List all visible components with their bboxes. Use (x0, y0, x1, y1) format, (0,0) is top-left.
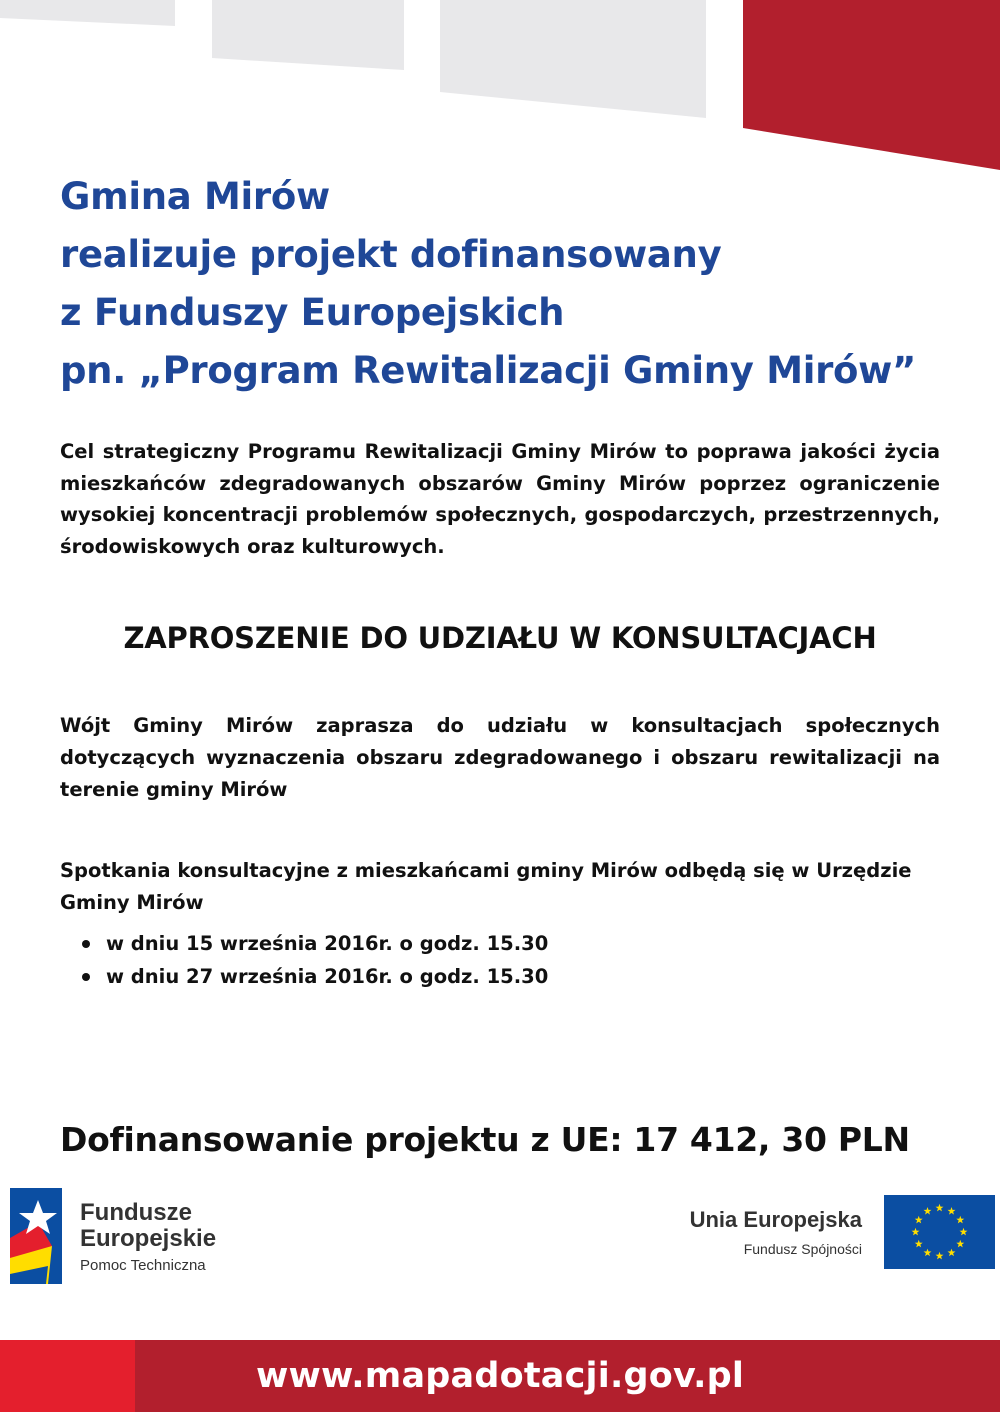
intro-paragraph: Cel strategiczny Programu Rewitalizacji Gminy Mirów to poprawa jakości życia mieszkańców zdegradowanych obszarów Gminy Mirów poprzez ograniczenie wysokiej koncentracji problemów społecznych, gospodarczych, przestrzennych, środowiskowych oraz kulturowych. (60, 440, 940, 558)
page-title (60, 168, 960, 400)
meetings-intro: Spotkania konsultacyjne z mieszkańcami gminy Mirów odbędą się w Urzędzie Gminy Mirów (60, 859, 912, 914)
eu-flag-icon (884, 1195, 995, 1269)
header-gray-stripe-1 (0, 0, 175, 26)
meetings-section (60, 855, 940, 993)
meeting-date-item (60, 960, 940, 993)
header-gray-stripe-2 (212, 0, 404, 70)
footer-website-link[interactable]: www.mapadotacji.gov.pl (255, 1356, 745, 1396)
title-line: Gmina Mirów (60, 175, 330, 218)
fe-logo-line: Fundusze (80, 1199, 192, 1226)
funding-amount: Dofinansowanie projektu z UE: 17 412, 30 PLN (60, 1120, 910, 1159)
title-line: realizuje projekt dofinansowany (60, 233, 722, 276)
invitation-paragraph: Wójt Gminy Mirów zaprasza do udziału w konsultacjach społecznych dotyczących wyznaczenia obszaru zdegradowanego i obszaru rewitalizacji na terenie gminy Mirów (60, 714, 940, 801)
fundusze-europejskie-star-icon (10, 1188, 62, 1284)
meeting-dates-list (60, 927, 940, 993)
ue-logo-title: Unia Europejska (689, 1207, 862, 1232)
fe-logo-line: Europejskie (80, 1225, 217, 1252)
unia-europejska-text (690, 1206, 862, 1260)
ue-logo-subtitle: Fundusz Spójności (743, 1241, 862, 1257)
header-decoration (0, 0, 1000, 175)
bullet-icon (82, 940, 90, 948)
invitation-heading: ZAPROSZENIE DO UDZIAŁU W KONSULTACJACH (123, 621, 877, 655)
header-red-stripe (743, 0, 1000, 170)
fundusze-europejskie-text (80, 1200, 216, 1278)
title-line: z Funduszy Europejskich (60, 291, 565, 334)
header-gray-stripe-3 (440, 0, 706, 118)
meeting-date-text: w dniu 15 września 2016r. o godz. 15.30 (106, 932, 549, 955)
bullet-icon (82, 973, 90, 981)
fe-logo-subtitle: Pomoc Techniczna (80, 1257, 206, 1274)
meeting-date-text: w dniu 27 września 2016r. o godz. 15.30 (106, 965, 549, 988)
meeting-date-item (60, 927, 940, 960)
title-line: pn. „Program Rewitalizacji Gminy Mirów” (60, 349, 917, 392)
footer-accent (0, 1340, 135, 1412)
